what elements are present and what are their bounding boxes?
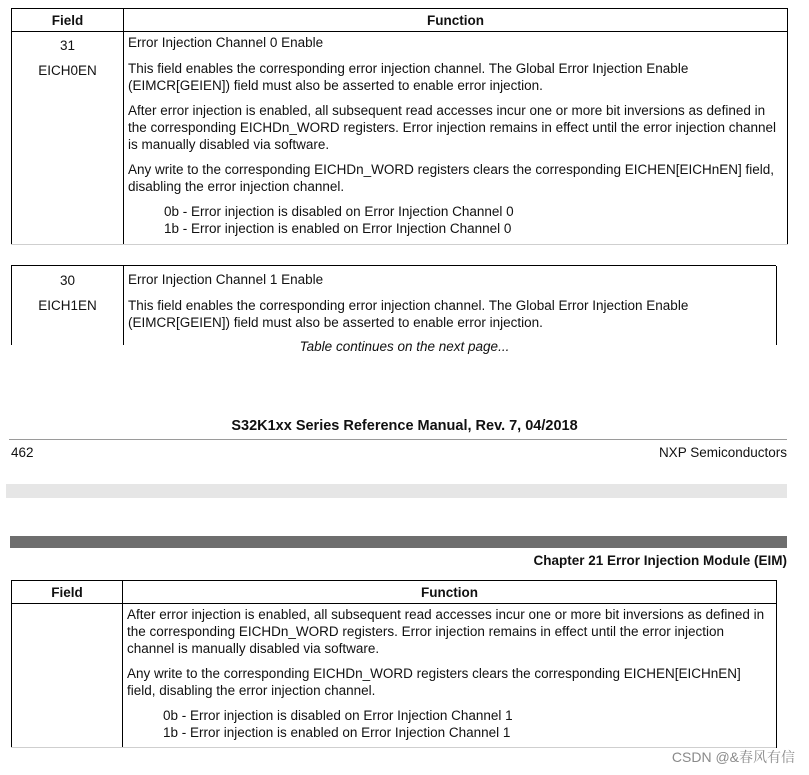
- field-cell: [12, 604, 123, 748]
- company-name: NXP Semiconductors: [658, 445, 787, 460]
- register-field-table-3: [11, 580, 777, 748]
- description-paragraph: After error injection is enabled, all subsequent read accesses incur one or more bit inversions as defined in the corresponding EICHDn_WORD registers. Error injection remains in effect until the error injection channel is manually disabled via software.: [128, 103, 777, 152]
- function-cell: [123, 604, 777, 748]
- bit-number: 30: [59, 273, 76, 288]
- bit-number: 31: [59, 38, 76, 53]
- chapter-title: Chapter 21 Error Injection Module (EIM): [533, 553, 787, 568]
- description-paragraph: Any write to the corresponding EICHDn_WORD registers clears the corresponding EICHEN[EICHnEN] field, disabling the error injection channel.: [127, 666, 741, 698]
- footer-rule: [9, 439, 787, 440]
- field-column-header: Field: [12, 581, 123, 604]
- description-paragraph: This field enables the corresponding error injection channel. The Global Error Injection Enable (EIMCR[GEIEN]) field must also be asserted to enable error injection.: [128, 61, 689, 93]
- value-option: 0b - Error injection is disabled on Error Injection Channel 0: [164, 204, 514, 219]
- description-paragraph: After error injection is enabled, all subsequent read accesses incur one or more bit inversions as defined in the corresponding EICHDn_WORD registers. Error injection remains in effect until the error injection channel is manually disabled via software.: [127, 607, 765, 656]
- value-option: 1b - Error injection is enabled on Error Injection Channel 1: [163, 725, 511, 740]
- page-gap: [6, 484, 787, 498]
- field-cell: [12, 266, 124, 345]
- value-option: 1b - Error injection is enabled on Error Injection Channel 0: [164, 221, 512, 236]
- description-paragraph: Any write to the corresponding EICHDn_WORD registers clears the corresponding EICHEN[EICHnEN] field, disabling the error injection channel.: [128, 162, 775, 194]
- table-bottom-rule: [11, 244, 788, 245]
- page-number: 462: [11, 445, 34, 460]
- manual-title: S32K1xx Series Reference Manual, Rev. 7, 04/2018: [231, 418, 578, 434]
- function-cell: [124, 266, 777, 345]
- field-cell: [12, 32, 124, 245]
- field-column-header: Field: [12, 9, 124, 32]
- function-column-header: Function: [123, 581, 777, 604]
- description-paragraph: This field enables the corresponding error injection channel. The Global Error Injection Enable (EIMCR[GEIEN]) field must also be asserted to enable error injection.: [128, 298, 689, 330]
- register-field-table-2: [11, 266, 777, 345]
- value-option: 0b - Error injection is disabled on Error Injection Channel 1: [163, 708, 513, 723]
- field-name: EICH1EN: [38, 298, 97, 313]
- field-name: EICH0EN: [38, 63, 97, 78]
- function-column-header: Function: [124, 9, 788, 32]
- register-field-table-1: [11, 8, 788, 245]
- field-title: Error Injection Channel 0 Enable: [128, 35, 324, 50]
- page-header-bar: [10, 536, 787, 548]
- table-bottom-rule: [11, 747, 776, 748]
- table-continues-note: Table continues on the next page...: [299, 339, 510, 354]
- field-title: Error Injection Channel 1 Enable: [128, 272, 324, 287]
- watermark: CSDN @&春风有信: [671, 749, 795, 765]
- function-cell: [124, 32, 788, 245]
